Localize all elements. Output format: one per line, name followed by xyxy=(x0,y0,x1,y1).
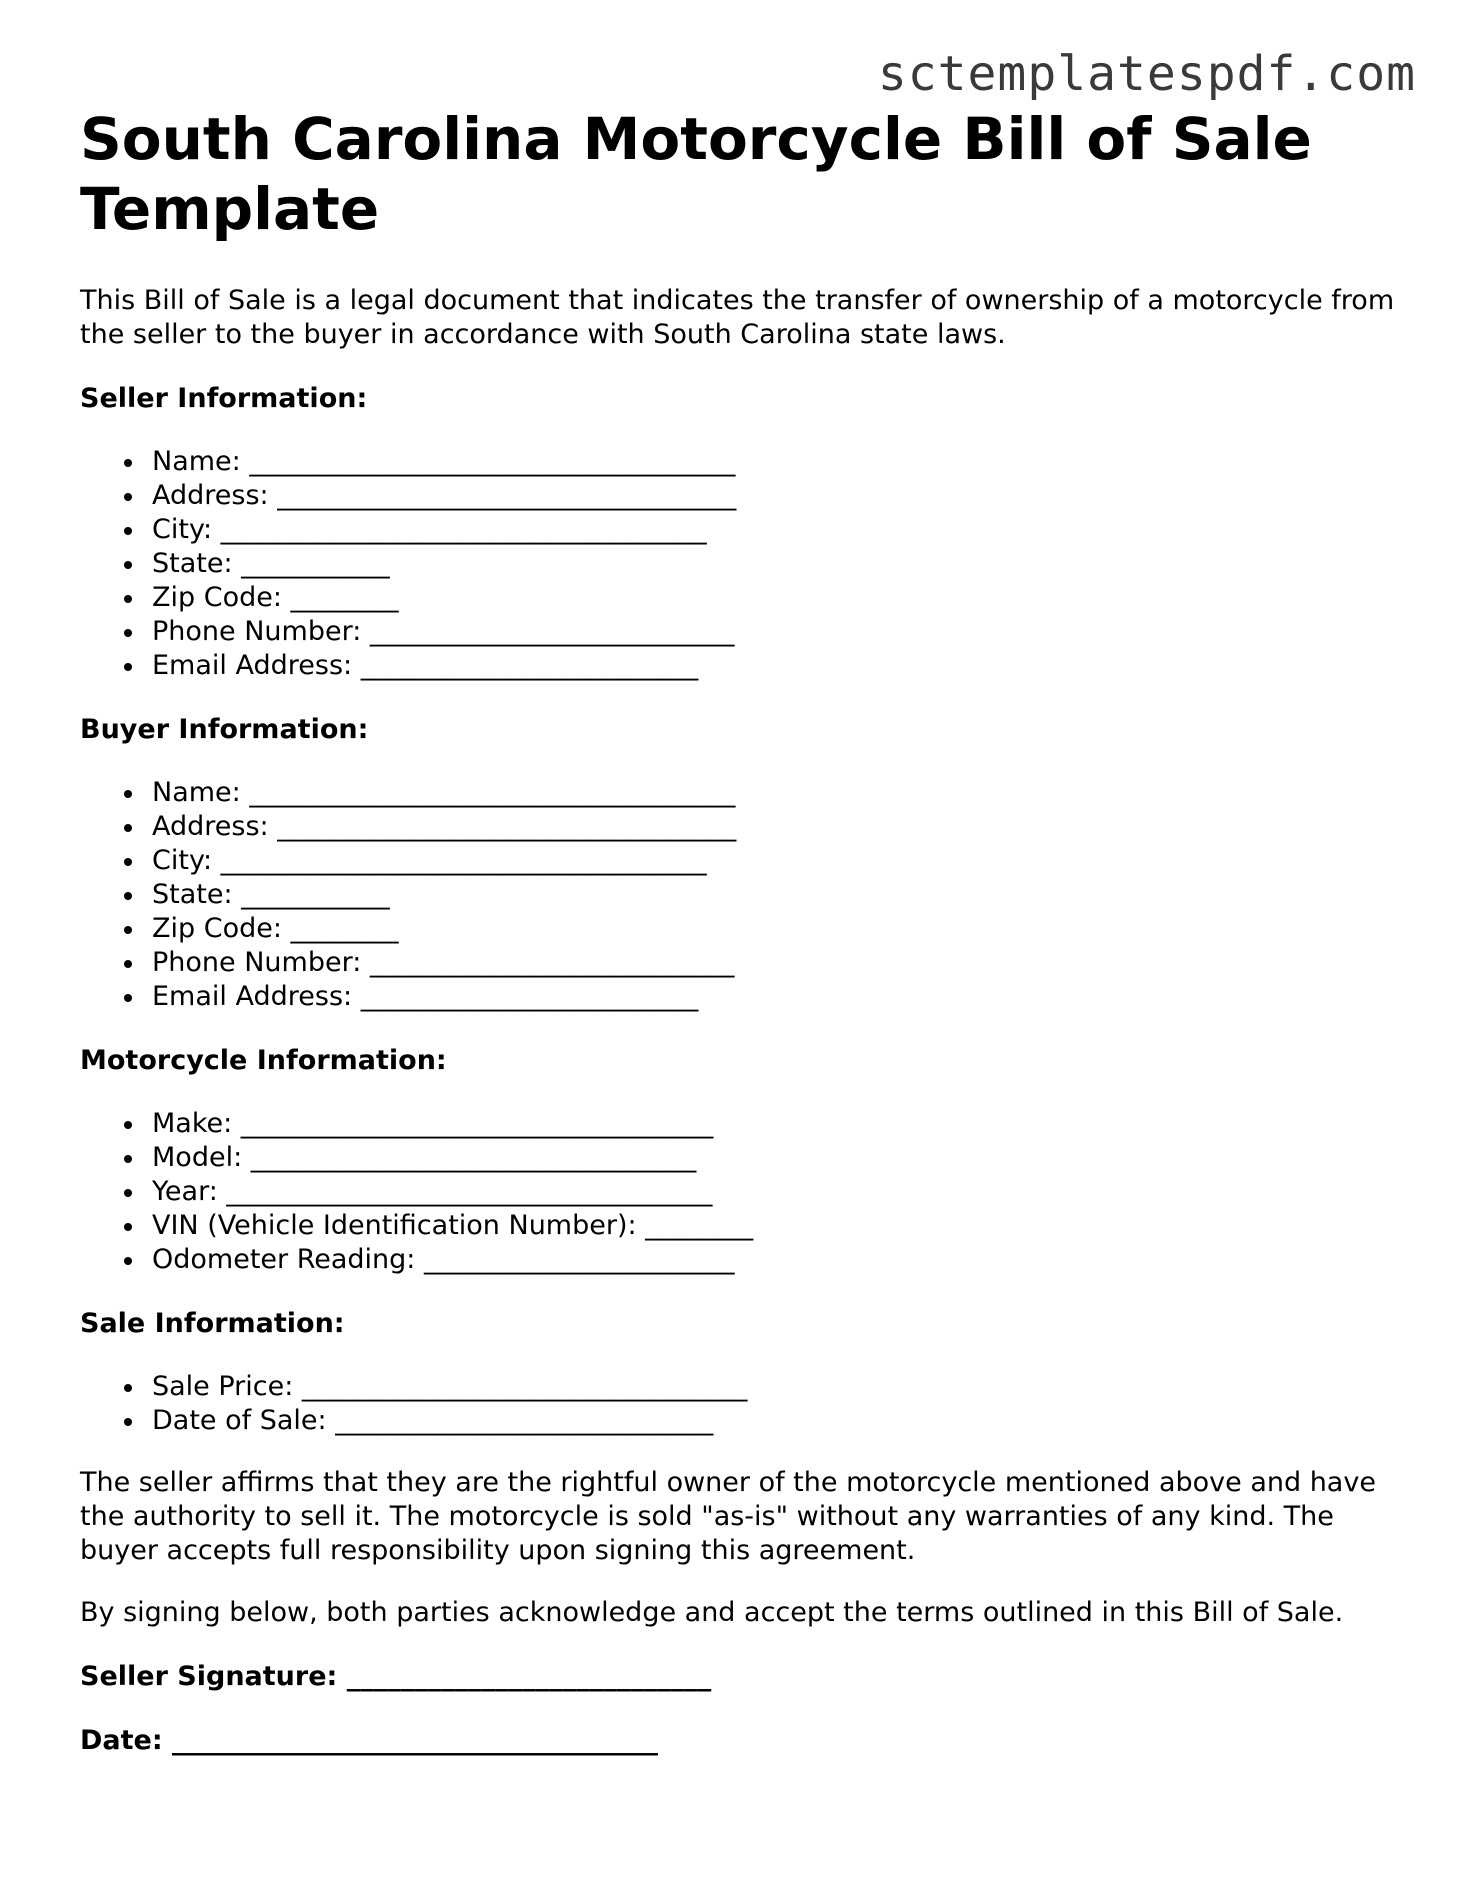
intro-paragraph: This Bill of Sale is a legal document that indicates the transfer of ownership of a motorcycle from the seller to the buyer in accordance with South Carolina state laws. xyxy=(80,285,1395,350)
sale-information-list xyxy=(80,1370,1400,1438)
buyer-state-field: State: ___________ xyxy=(152,878,1400,912)
sale-date-field: Date of Sale: ____________________________ xyxy=(152,1404,1400,1438)
watermark: sctemplatespdf.com xyxy=(877,46,1416,102)
motorcycle-make-field: Make: ___________________________________ xyxy=(152,1107,1400,1141)
seller-phone-field: Phone Number: ___________________________ xyxy=(152,615,1400,649)
document-title: South Carolina Motorcycle Bill of Sale Template xyxy=(80,105,1312,243)
buyer-email-field: Email Address: _________________________ xyxy=(152,980,1400,1014)
date-line: Date: ____________________________________ xyxy=(80,1725,659,1756)
seller-name-field: Name: ____________________________________ xyxy=(152,445,1400,479)
seller-email-field: Email Address: _________________________ xyxy=(152,649,1400,683)
seller-city-field: City: ____________________________________ xyxy=(152,513,1400,547)
seller-address-field: Address: __________________________________ xyxy=(152,479,1400,513)
sale-information-heading: Sale Information: xyxy=(80,1308,345,1339)
seller-signature-line: Seller Signature: ___________________________ xyxy=(80,1661,712,1692)
buyer-city-field: City: ____________________________________ xyxy=(152,844,1400,878)
motorcycle-vin-field: VIN (Vehicle Identification Number): ________ xyxy=(152,1209,1400,1243)
buyer-zip-field: Zip Code: ________ xyxy=(152,912,1400,946)
affirmation-paragraph: The seller affirms that they are the rightful owner of the motorcycle mentioned above and have the authority to sell it. The motorcycle is sold "as-is" without any warranties of any kind. The buyer accepts full responsibility upon signing this agreement. xyxy=(80,1467,1376,1566)
buyer-name-field: Name: ____________________________________ xyxy=(152,776,1400,810)
seller-state-field: State: ___________ xyxy=(152,547,1400,581)
motorcycle-model-field: Model: _________________________________ xyxy=(152,1141,1400,1175)
acknowledgment-paragraph: By signing below, both parties acknowledge and accept the terms outlined in this Bill of Sale. xyxy=(80,1597,1344,1628)
sale-price-field: Sale Price: _________________________________ xyxy=(152,1370,1400,1404)
buyer-address-field: Address: __________________________________ xyxy=(152,810,1400,844)
buyer-information-list xyxy=(80,776,1400,1014)
motorcycle-odometer-field: Odometer Reading: _______________________ xyxy=(152,1243,1400,1277)
motorcycle-information-list xyxy=(80,1107,1400,1277)
seller-information-list xyxy=(80,445,1400,683)
motorcycle-information-heading: Motorcycle Information: xyxy=(80,1045,447,1076)
document-body xyxy=(80,104,1400,1758)
seller-zip-field: Zip Code: ________ xyxy=(152,581,1400,615)
seller-information-heading: Seller Information: xyxy=(80,383,368,414)
buyer-information-heading: Buyer Information: xyxy=(80,714,369,745)
buyer-phone-field: Phone Number: ___________________________ xyxy=(152,946,1400,980)
motorcycle-year-field: Year: ____________________________________ xyxy=(152,1175,1400,1209)
